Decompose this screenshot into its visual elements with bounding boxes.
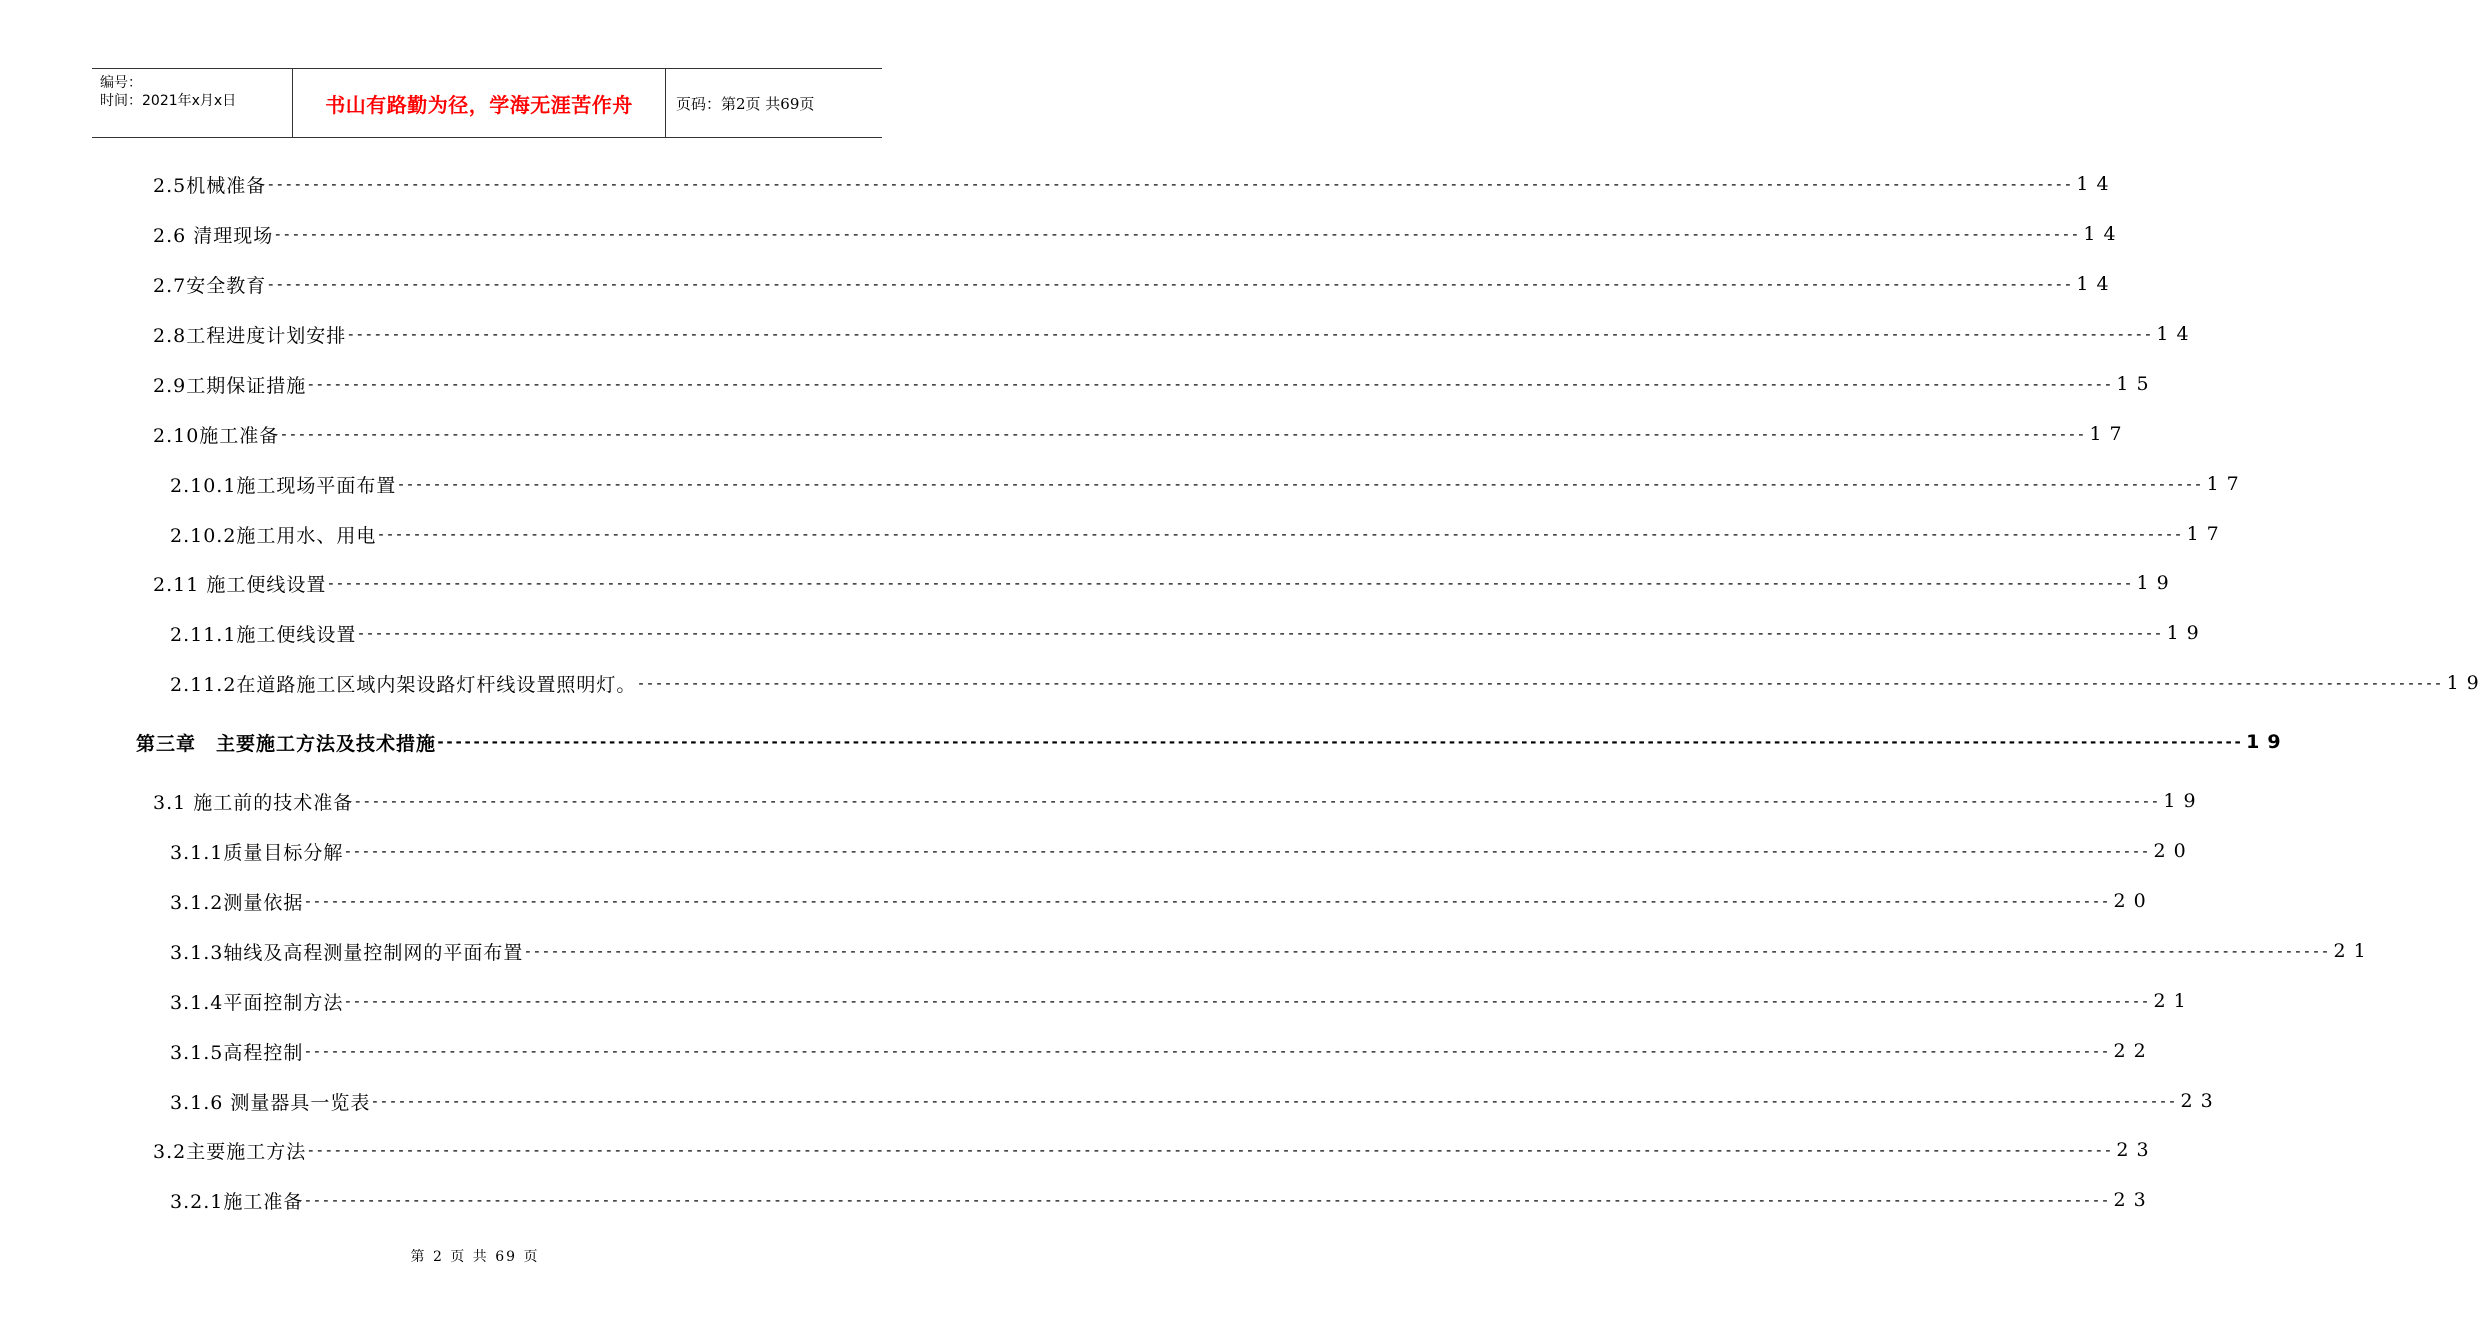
toc-entry-title: 2.6 清理现场 (153, 224, 274, 247)
toc-dot-leader: -------------------------------------------------------------------------------------------------------------------------------------------------------------------------------------------------------- (303, 1191, 2110, 1209)
toc-entry[interactable] (170, 888, 2154, 914)
header-page-label: 页码：第2页 共69页 (676, 94, 815, 113)
toc-dot-leader: -------------------------------------------------------------------------------------------------------------------------------------------------------------------------------------------------------- (343, 992, 2150, 1010)
page-footer: 第 2 页 共 69 页 (410, 1249, 540, 1265)
toc-entry-page-number: 17 (2206, 473, 2247, 495)
toc-entry-title: 第三章 主要施工方法及技术措施 (136, 732, 437, 755)
toc-dot-leader: -------------------------------------------------------------------------------------------------------------------------------------------------------------------------------------------------------- (303, 1042, 2110, 1060)
toc-entry-page-number: 19 (2166, 622, 2207, 644)
toc-entry[interactable] (153, 171, 2117, 197)
toc-entry[interactable] (153, 221, 2124, 247)
toc-entry-title: 3.1.5高程控制 (170, 1041, 304, 1064)
toc-entry[interactable] (170, 670, 2487, 696)
toc-entry[interactable] (153, 788, 2204, 814)
toc-dot-leader: -------------------------------------------------------------------------------------------------------------------------------------------------------------------------------------------------------- (636, 674, 2443, 692)
toc-entry-title: 3.1.2测量依据 (170, 891, 304, 914)
document-time-label: 时间：2021年x月x日 (100, 93, 237, 109)
toc-entry-title: 3.1 施工前的技术准备 (153, 791, 354, 814)
toc-dot-leader: -------------------------------------------------------------------------------------------------------------------------------------------------------------------------------------------------------- (376, 525, 2183, 543)
toc-entry-page-number: 19 (2163, 790, 2204, 812)
toc-dot-leader: -------------------------------------------------------------------------------------------------------------------------------------------------------------------------------------------------------- (266, 175, 2073, 193)
toc-entry[interactable] (170, 1187, 2154, 1213)
toc-entry-title: 2.11 施工便线设置 (153, 573, 327, 596)
toc-dot-leader: -------------------------------------------------------------------------------------------------------------------------------------------------------------------------------------------------------- (343, 842, 2150, 860)
toc-entry[interactable] (153, 570, 2177, 596)
toc-entry-title: 3.2.1施工准备 (170, 1190, 304, 1213)
toc-entry-page-number: 14 (2076, 173, 2117, 195)
toc-dot-leader: -------------------------------------------------------------------------------------------------------------------------------------------------------------------------------------------------------- (356, 624, 2163, 642)
toc-entry-page-number: 21 (2153, 990, 2194, 1012)
toc-entry[interactable] (170, 521, 2227, 547)
toc-entry-page-number: 17 (2186, 523, 2227, 545)
toc-dot-leader: -------------------------------------------------------------------------------------------------------------------------------------------------------------------------------------------------------- (370, 1092, 2177, 1110)
toc-entry-page-number: 14 (2076, 273, 2117, 295)
toc-entry-title: 2.9工期保证措施 (153, 374, 307, 397)
toc-entry-title: 2.7安全教育 (153, 274, 267, 297)
toc-dot-leader: -------------------------------------------------------------------------------------------------------------------------------------------------------------------------------------------------------- (306, 1141, 2113, 1159)
toc-entry-title: 3.2主要施工方法 (153, 1140, 307, 1163)
toc-entry-page-number: 17 (2089, 423, 2130, 445)
toc-entry-title: 3.1.6 测量器具一览表 (170, 1091, 371, 1114)
toc-entry-title: 3.1.1质量目标分解 (170, 841, 344, 864)
toc-entry-page-number: 14 (2156, 323, 2197, 345)
toc-entry[interactable] (170, 471, 2247, 497)
toc-dot-leader: -------------------------------------------------------------------------------------------------------------------------------------------------------------------------------------------------------- (303, 892, 2110, 910)
toc-entry-title: 2.11.1施工便线设置 (170, 623, 357, 646)
toc-entry[interactable] (170, 938, 2374, 964)
toc-entry-title: 2.11.2在道路施工区域内架设路灯杆线设置照明灯。 (170, 673, 637, 696)
toc-entry-title: 3.1.4平面控制方法 (170, 991, 344, 1014)
toc-entry[interactable] (153, 321, 2197, 347)
toc-dot-leader: -------------------------------------------------------------------------------------------------------------------------------------------------------------------------------------------------------- (353, 792, 2160, 810)
toc-entry[interactable] (170, 1038, 2154, 1064)
toc-entry-title: 2.10.1施工现场平面布置 (170, 474, 397, 497)
toc-dot-leader: -------------------------------------------------------------------------------------------------------------------------------------------------------------------------------------------------------- (273, 225, 2080, 243)
toc-entry-page-number: 23 (2116, 1139, 2157, 1161)
toc-entry[interactable] (170, 620, 2207, 646)
toc-dot-leader: -------------------------------------------------------------------------------------------------------------------------------------------------------------------------------------------------------- (523, 942, 2330, 960)
toc-entry-page-number: 20 (2153, 840, 2194, 862)
toc-entry-title: 3.1.3轴线及高程测量控制网的平面布置 (170, 941, 524, 964)
header-info-cell (92, 69, 293, 137)
toc-dot-leader: -------------------------------------------------------------------------------------------------------------------------------------------------------------------------------------------------------- (279, 425, 2086, 443)
toc-entry[interactable] (153, 271, 2117, 297)
toc-entry-page-number: 22 (2113, 1040, 2154, 1062)
toc-entry[interactable] (170, 1088, 2221, 1114)
toc-entry-title: 2.10.2施工用水、用电 (170, 524, 377, 547)
toc-entry-page-number: 20 (2113, 890, 2154, 912)
toc-entry-title: 2.10施工准备 (153, 424, 280, 447)
toc-dot-leader: -------------------------------------------------------------------------------------------------------------------------------------------------------------------------------------------------------- (326, 574, 2133, 592)
toc-entry-page-number: 14 (2083, 223, 2124, 245)
toc-entry-page-number: 15 (2116, 373, 2157, 395)
toc-dot-leader: -------------------------------------------------------------------------------------------------------------------------------------------------------------------------------------------------------- (266, 275, 2073, 293)
toc-entry-page-number: 19 (2136, 572, 2177, 594)
document-number-label: 编号： (100, 75, 142, 91)
page-header (92, 68, 882, 138)
header-slogan: 书山有路勤为径，学海无涯苦作舟 (293, 69, 666, 137)
toc-entry-page-number: 19 (2446, 672, 2487, 694)
toc-entry[interactable] (136, 729, 2289, 755)
toc-entry-page-number: 19 (2246, 731, 2289, 753)
toc-entry[interactable] (153, 421, 2130, 447)
toc-entry-page-number: 21 (2333, 940, 2374, 962)
toc-dot-leader: -------------------------------------------------------------------------------------------------------------------------------------------------------------------------------------------------------- (346, 325, 2153, 343)
toc-entry[interactable] (153, 1137, 2157, 1163)
toc-dot-leader: -------------------------------------------------------------------------------------------------------------------------------------------------------------------------------------------------------- (306, 375, 2113, 393)
toc-dot-leader: -------------------------------------------------------------------------------------------------------------------------------------------------------------------------------------------------------- (436, 733, 2243, 751)
toc-entry-page-number: 23 (2180, 1090, 2221, 1112)
toc-entry-page-number: 23 (2113, 1189, 2154, 1211)
toc-entry[interactable] (153, 371, 2157, 397)
toc-entry[interactable] (170, 988, 2194, 1014)
toc-entry-title: 2.5机械准备 (153, 174, 267, 197)
toc-dot-leader: -------------------------------------------------------------------------------------------------------------------------------------------------------------------------------------------------------- (396, 475, 2203, 493)
toc-entry-title: 2.8工程进度计划安排 (153, 324, 347, 347)
toc-entry[interactable] (170, 838, 2194, 864)
